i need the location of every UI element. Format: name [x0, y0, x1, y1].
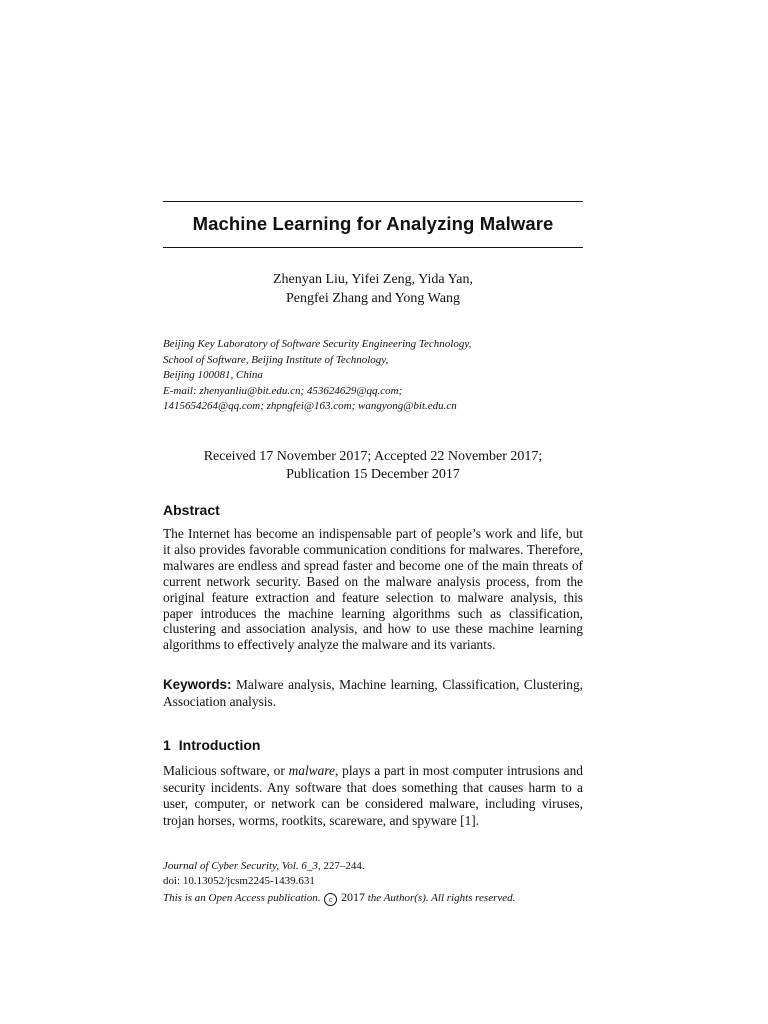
journal-pages: 227–244.: [323, 860, 365, 872]
intro-text-end: , plays a part in most computer intrusions and security incidents. Any software that does something that causes harm to a user, computer, or network can be considered malware, including viruses, trojan horses, worms, rootkits, scareware, and spyware [1].: [163, 763, 583, 828]
paper-page: [163, 0, 583, 1024]
dates-line-1: Received 17 November 2017; Accepted 22 November 2017;: [203, 449, 543, 464]
intro-text-start: Malicious software, or: [163, 763, 289, 778]
journal-footer: [163, 859, 583, 906]
affiliation-email-line-1: E-mail: zhenyanliu@bit.edu.cn; 453624629@qq.com;: [163, 384, 403, 397]
keywords-label: Keywords:: [163, 677, 232, 692]
affiliation-block: [163, 337, 583, 415]
footer-journal-line: [163, 859, 583, 874]
title-top-rule: [163, 201, 583, 202]
section-number: 1: [163, 737, 171, 753]
abstract-text: The Internet has become an indispensable part of people’s work and life, but it also provides favorable communication conditions for malwares. Therefore, malwares are endless and spread faster and become one of the main threats of current network security. Based on the malware analysis process, from the original feature extraction and feature selection to malware analysis, this paper introduces the machine learning algorithms such as classification, clustering and association analysis, and how to use these machine learning algorithms to effectively analyze the malware and its variants.: [163, 526, 583, 653]
section-title: Introduction: [178, 737, 261, 753]
title-bottom-rule: [163, 247, 583, 248]
affiliation-email-line-2: 1415654264@qq.com; zhpngfei@163.com; wangyong@bit.edu.cn: [163, 400, 457, 413]
dates-line-2: Publication 15 December 2017: [286, 466, 460, 482]
footer-doi: doi: 10.13052/jcsm2245-1439.631: [163, 875, 315, 888]
publication-dates: [163, 448, 583, 483]
open-access-text: This is an Open Access publication.: [163, 891, 321, 904]
paper-title: Machine Learning for Analyzing Malware: [192, 213, 554, 234]
footer-rights-line: [163, 890, 583, 906]
keywords-paragraph: [163, 677, 583, 710]
affiliation-line-3: Beijing 100081, China: [163, 369, 263, 382]
author-line-2: Pengfei Zhang and Yong Wang: [286, 291, 460, 306]
copyright-icon: c: [324, 893, 337, 906]
abstract-heading: Abstract: [163, 502, 220, 518]
author-line-1: Zhenyan Liu, Yifei Zeng, Yida Yan,: [273, 272, 473, 287]
introduction-paragraph: [163, 763, 583, 829]
affiliation-line-2: School of Software, Beijing Institute of Technology,: [163, 353, 389, 366]
affiliation-line-1: Beijing Key Laboratory of Software Security Engineering Technology,: [163, 338, 472, 350]
keywords-text: Malware analysis, Machine learning, Classification, Clustering, Association analysis.: [163, 677, 583, 709]
author-list: [163, 270, 583, 308]
journal-name: Journal of Cyber Security, Vol. 6_3,: [163, 860, 321, 872]
copyright-year: 2017: [340, 889, 365, 904]
intro-emphasis: malware: [288, 763, 335, 778]
section-heading-introduction: [163, 737, 260, 753]
rights-text: the Author(s). All rights reserved.: [367, 891, 516, 904]
